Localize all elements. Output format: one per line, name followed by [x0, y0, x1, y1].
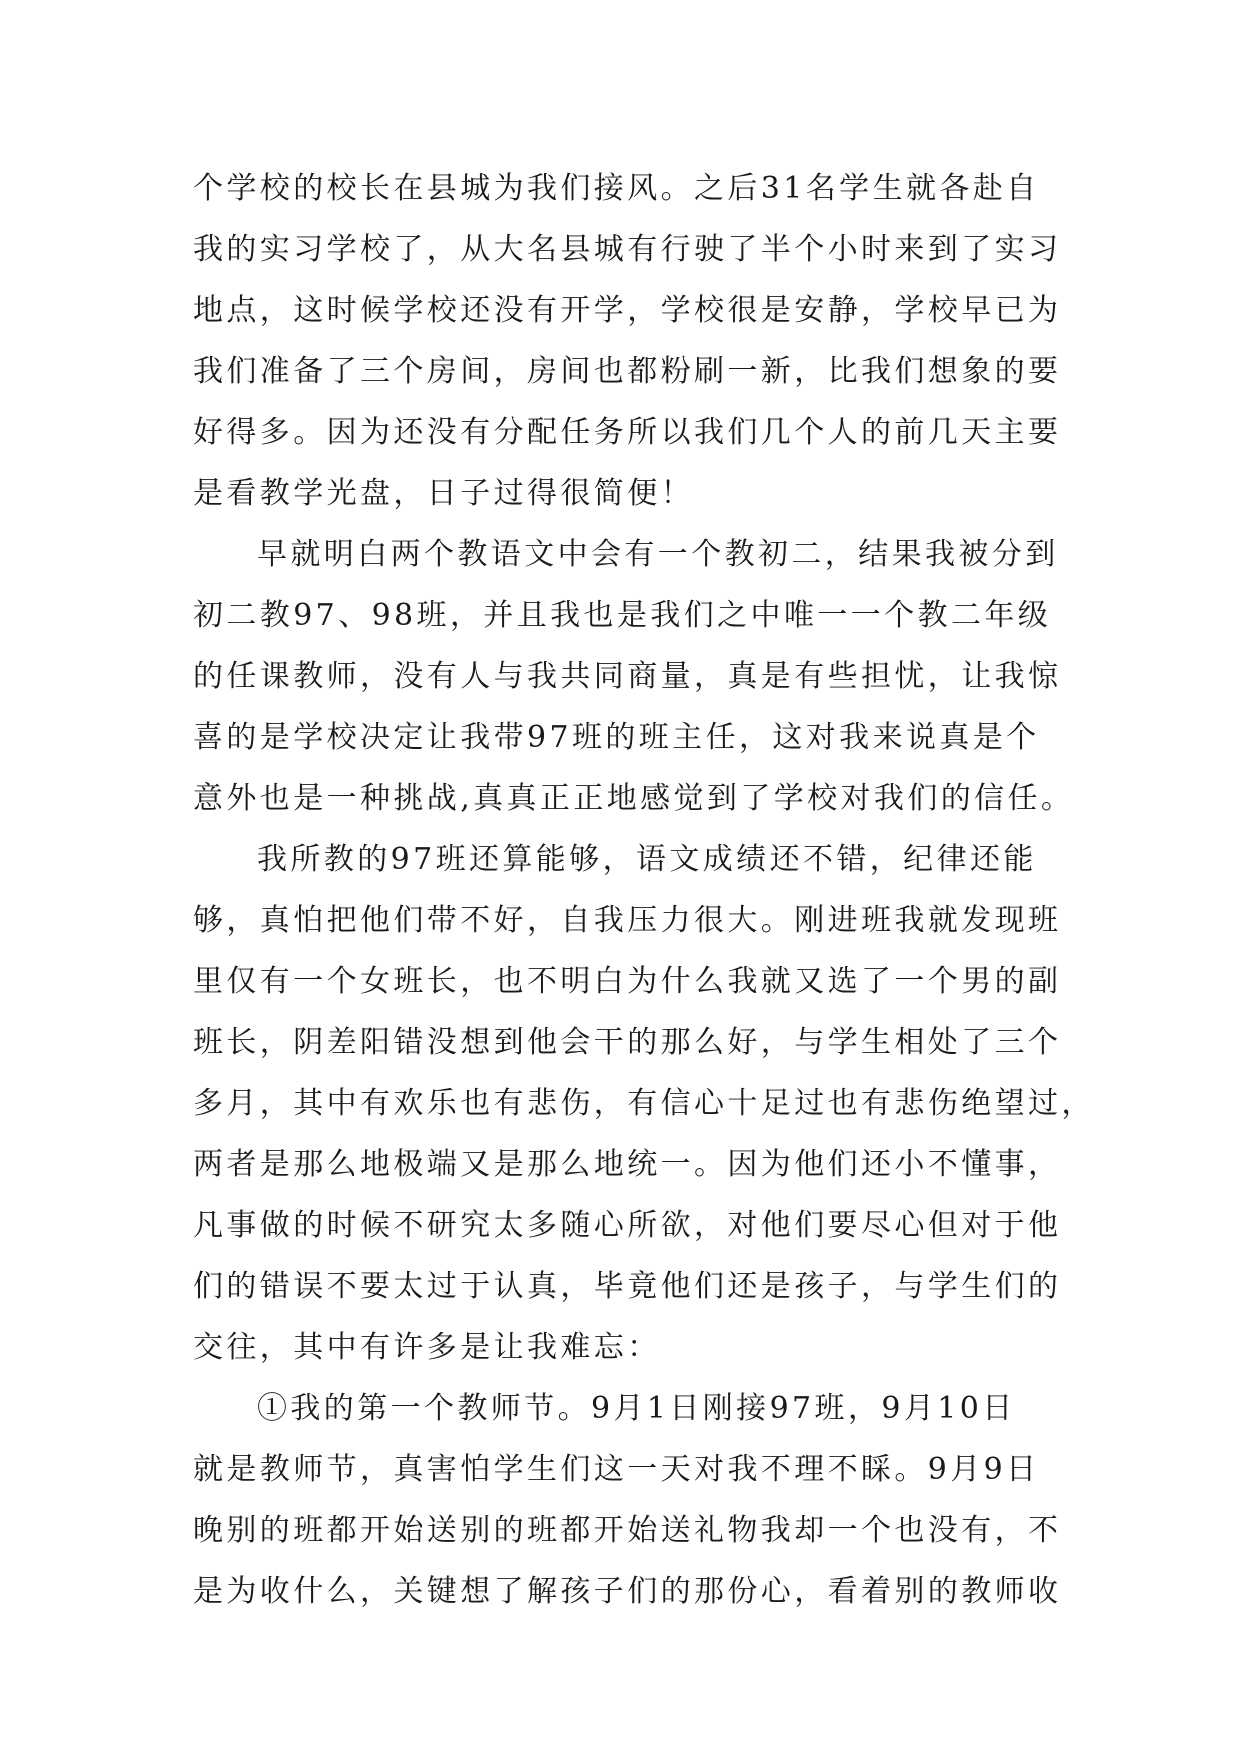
text-line: 意外也是一种挑战,真真正正地感觉到了学校对我们的信任。: [193, 781, 1075, 816]
paragraph-1: [193, 158, 1062, 524]
paragraph-2: [193, 524, 1075, 829]
text-line: 是看教学光盘，日子过得很简便！: [193, 476, 694, 511]
text-line: 我的实习学校了，从大名县城有行驶了半个小时来到了实习: [193, 232, 1062, 267]
text-line: 两者是那么地极端又是那么地统一。因为他们还小不懂事，: [193, 1147, 1062, 1182]
text-line: 晚别的班都开始送别的班都开始送礼物我却一个也没有，不: [193, 1513, 1062, 1548]
text-line: ①我的第一个教师节。9月1日刚接97班，9月10日: [257, 1391, 1016, 1426]
text-line: 好得多。因为还没有分配任务所以我们几个人的前几天主要: [193, 415, 1062, 450]
text-line: 我所教的97班还算能够，语文成绩还不错，纪律还能: [257, 842, 1037, 877]
paragraph-3: [193, 829, 1095, 1378]
text-line: 地点，这时候学校还没有开学，学校很是安静，学校早已为: [193, 293, 1062, 328]
text-line: 里仅有一个女班长，也不明白为什么我就又选了一个男的副: [193, 964, 1062, 999]
text-line: 的任课教师，没有人与我共同商量，真是有些担忧，让我惊: [193, 659, 1062, 694]
text-line: 喜的是学校决定让我带97班的班主任，这对我来说真是个: [193, 720, 1040, 755]
text-line: 班长，阴差阳错没想到他会干的那么好，与学生相处了三个: [193, 1025, 1062, 1060]
text-line: 我们准备了三个房间，房间也都粉刷一新，比我们想象的要: [193, 354, 1062, 389]
text-line: 凡事做的时候不研究太多随心所欲，对他们要尽心但对于他: [193, 1208, 1062, 1243]
text-line: 够，真怕把他们带不好，自我压力很大。刚进班我就发现班: [193, 903, 1062, 938]
text-line: 们的错误不要太过于认真，毕竟他们还是孩子，与学生们的: [193, 1269, 1062, 1304]
text-line: 早就明白两个教语文中会有一个教初二，结果我被分到: [257, 537, 1059, 572]
text-line: 是为收什么，关键想了解孩子们的那份心，看着别的教师收: [193, 1574, 1062, 1609]
text-line: 初二教97、98班，并且我也是我们之中唯一一个教二年级: [193, 598, 1052, 633]
text-line: 就是教师节，真害怕学生们这一天对我不理不睬。9月9日: [193, 1452, 1040, 1487]
text-line: 多月，其中有欢乐也有悲伤，有信心十足过也有悲伤绝望过，: [193, 1086, 1095, 1121]
text-line: 个学校的校长在县城为我们接风。之后31名学生就各赴自: [193, 171, 1040, 206]
paragraph-4: [193, 1378, 1062, 1622]
text-line: 交往，其中有许多是让我难忘：: [193, 1330, 661, 1365]
body-text: [193, 158, 1095, 1622]
